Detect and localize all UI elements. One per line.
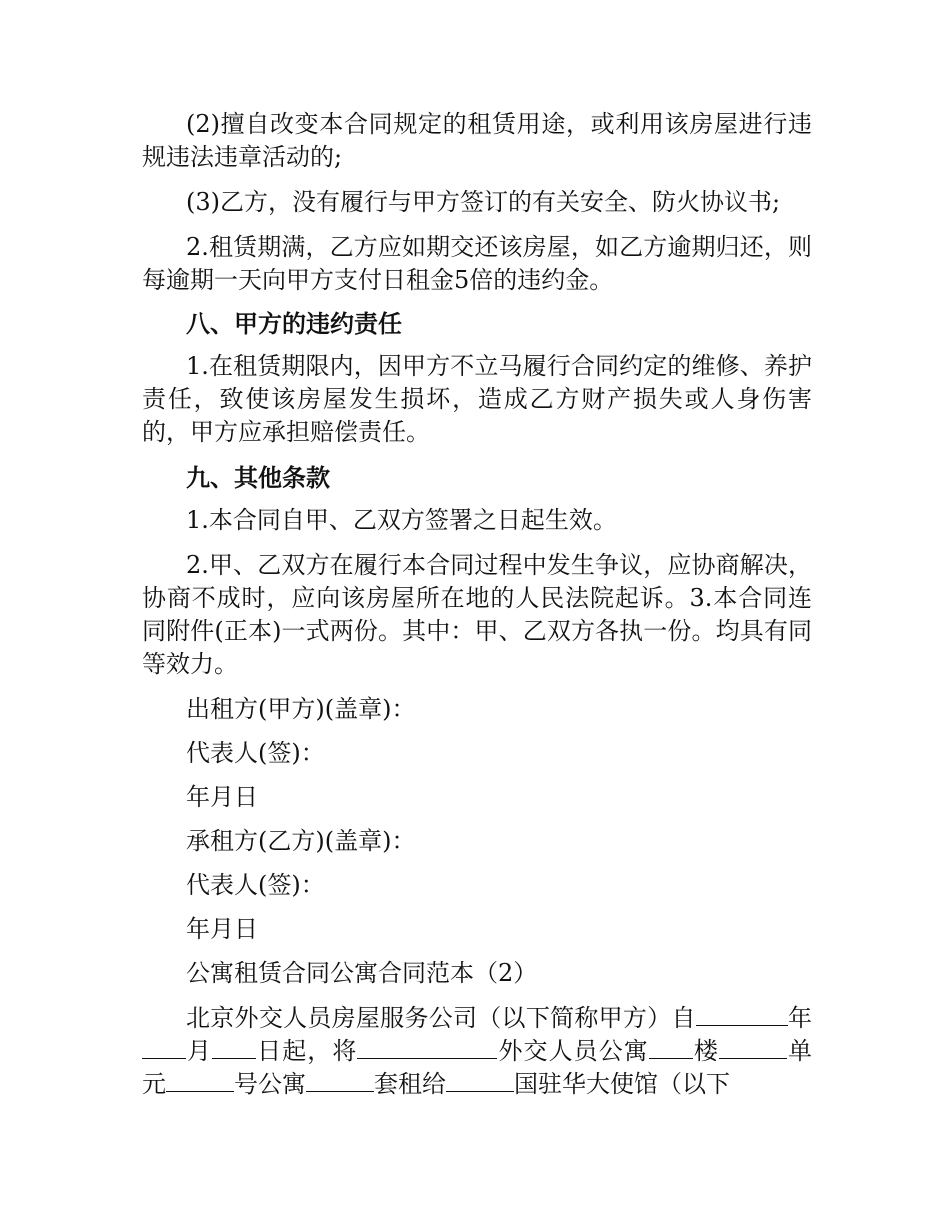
blank-field-apartment-count[interactable] xyxy=(306,1069,374,1092)
clause-7-1-2: (2)擅自改变本合同规定的租赁用途，或利用该房屋进行违规违法违章活动的; xyxy=(142,110,812,171)
clause-7-2: 2.租赁期满，乙方应如期交还该房屋，如乙方逾期归还，则每逾期一天向甲方支付日租金5倍的违约金。 xyxy=(142,233,812,294)
intro-text-3: 月 xyxy=(186,1037,213,1065)
blank-field-start-month[interactable] xyxy=(142,1036,186,1059)
second-contract-title: 公寓租赁合同公寓合同范本（2） xyxy=(186,959,538,987)
lessor-seal-line: 出租方(甲方)(盖章)： xyxy=(186,695,416,723)
lessee-representative-line: 代表人(签)： xyxy=(186,871,325,899)
blank-field-building[interactable] xyxy=(649,1036,693,1059)
clause-7-1-3: (3)乙方，没有履行与甲方签订的有关安全、防火协议书; xyxy=(186,188,781,216)
clause-9-1: 1.本合同自甲、乙双方签署之日起生效。 xyxy=(186,506,617,534)
intro-text-8: 号公寓 xyxy=(234,1070,306,1098)
clause-9-2: 2.甲、乙双方在履行本合同过程中发生争议，应协商解决，协商不成时，应向该房屋所在地的人民法院起诉。3.本合同连同附件(正本)一式两份。其中：甲、乙双方各执一份。均具有同等效力。 xyxy=(142,551,812,678)
intro-text-1: 北京外交人员房屋服务公司（以下简称甲方）自 xyxy=(186,1004,696,1032)
blank-field-start-day[interactable] xyxy=(212,1036,256,1059)
blank-field-start-year[interactable] xyxy=(696,1003,788,1026)
intro-text-5: 外交人员公寓 xyxy=(497,1037,649,1065)
lessee-seal-line: 承租方(乙方)(盖章)： xyxy=(186,827,416,855)
blank-field-compound[interactable] xyxy=(357,1036,497,1059)
blank-field-country[interactable] xyxy=(446,1069,514,1092)
second-contract-intro xyxy=(142,1002,812,1101)
intro-text-7: 单元 xyxy=(142,1037,813,1098)
intro-text-6: 楼 xyxy=(692,1037,719,1065)
intro-text-2: 年 xyxy=(787,1004,813,1032)
clause-8-1: 1.在租赁期限内，因甲方不立马履行合同约定的维修、养护责任，致使该房屋发生损坏，造成乙方财产损失或人身伤害的，甲方应承担赔偿责任。 xyxy=(142,352,812,446)
lessor-representative-line: 代表人(签)： xyxy=(186,739,325,767)
intro-text-9: 套租给 xyxy=(374,1070,446,1098)
lessor-date-line: 年月日 xyxy=(186,783,258,811)
intro-text-10: 国驻华大使馆（以下 xyxy=(514,1070,730,1098)
signature-block xyxy=(142,693,812,946)
blank-field-apartment-number[interactable] xyxy=(166,1069,234,1092)
document-page xyxy=(142,108,812,1113)
section-heading-8: 八、甲方的违约责任 xyxy=(186,309,402,338)
section-heading-9: 九、其他条款 xyxy=(186,463,330,492)
lessee-date-line: 年月日 xyxy=(186,915,258,943)
intro-text-4: 日起，将 xyxy=(256,1037,358,1065)
blank-field-unit[interactable] xyxy=(719,1036,787,1059)
